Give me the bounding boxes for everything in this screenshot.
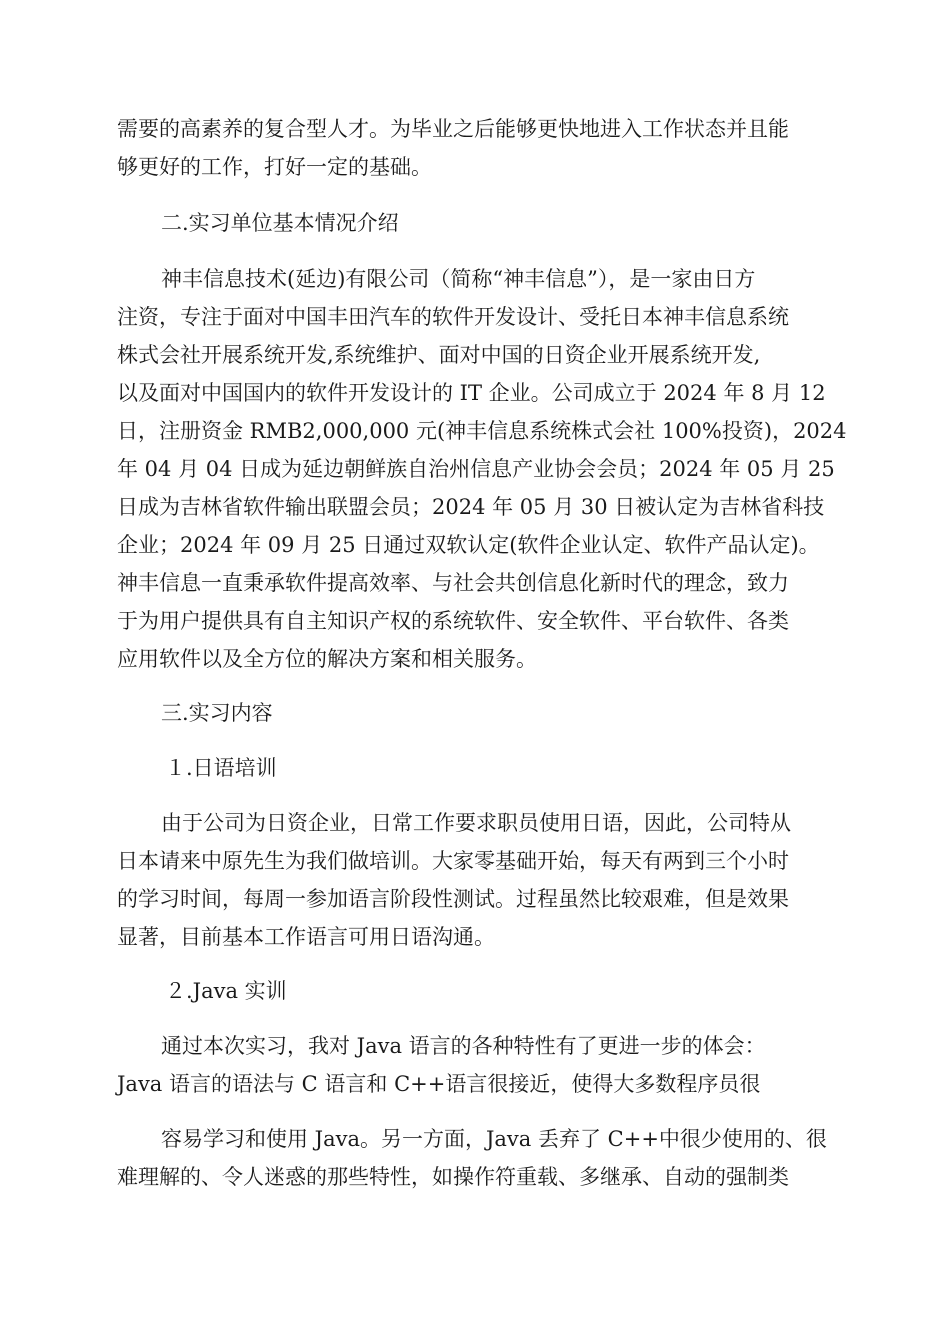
paragraph-line: 通过本次实习，我对 Java 语言的各种特性有了更进一步的体会： <box>161 1034 766 1058</box>
subsection-heading-1: １.日语培训 <box>165 756 277 780</box>
intro-line-1: 需要的高素养的复合型人才。为毕业之后能够更快地进入工作状态并且能 <box>117 117 789 141</box>
section-heading-3: 三.实习内容 <box>161 701 273 725</box>
section-heading-2: 二.实习单位基本情况介绍 <box>161 211 399 235</box>
paragraph-line: 日本请来中原先生为我们做培训。大家零基础开始，每天有两到三个小时 <box>117 849 789 873</box>
paragraph-line: 日，注册资金 RMB2,000,000 元(神丰信息系统株式会社 100%投资)，2024 <box>117 419 847 443</box>
paragraph-line: Java 语言的语法与 C 语言和 C++语言很接近，使得大多数程序员很 <box>117 1072 761 1096</box>
paragraph-line: 由于公司为日资企业，日常工作要求职员使用日语，因此，公司特从 <box>161 811 791 835</box>
paragraph-line: 的学习时间，每周一参加语言阶段性测试。过程虽然比较艰难，但是效果 <box>117 887 789 911</box>
paragraph-line: 以及面对中国国内的软件开发设计的 IT 企业。公司成立于 2024 年 8 月 12 <box>117 381 826 405</box>
subsection-heading-2: ２.Java 实训 <box>165 979 287 1003</box>
paragraph-line: 年 04 月 04 日成为延边朝鲜族自治州信息产业协会会员；2024 年 05 月 25 <box>117 457 835 481</box>
paragraph-line: 株式会社开展系统开发,系统维护、面对中国的日资企业开展系统开发, <box>117 343 761 367</box>
paragraph-line: 于为用户提供具有自主知识产权的系统软件、安全软件、平台软件、各类 <box>117 609 789 633</box>
intro-line-2: 够更好的工作，打好一定的基础。 <box>117 155 432 179</box>
paragraph-line: 容易学习和使用 Java。另一方面，Java 丢弃了 C++中很少使用的、很 <box>161 1127 827 1151</box>
paragraph-line: 难理解的、令人迷惑的那些特性，如操作符重载、多继承、自动的强制类 <box>117 1165 789 1189</box>
paragraph-line: 应用软件以及全方位的解决方案和相关服务。 <box>117 647 537 671</box>
paragraph-line: 日成为吉林省软件输出联盟会员；2024 年 05 月 30 日被认定为吉林省科技 <box>117 495 825 519</box>
paragraph-line: 神丰信息技术(延边)有限公司（简称“神丰信息”），是一家由日方 <box>161 267 756 291</box>
paragraph-line: 神丰信息一直秉承软件提高效率、与社会共创信息化新时代的理念，致力 <box>117 571 789 595</box>
paragraph-line: 注资，专注于面对中国丰田汽车的软件开发设计、受托日本神丰信息系统 <box>117 305 789 329</box>
paragraph-line: 企业；2024 年 09 月 25 日通过双软认定(软件企业认定、软件产品认定)。 <box>117 533 820 557</box>
paragraph-line: 显著，目前基本工作语言可用日语沟通。 <box>117 925 495 949</box>
